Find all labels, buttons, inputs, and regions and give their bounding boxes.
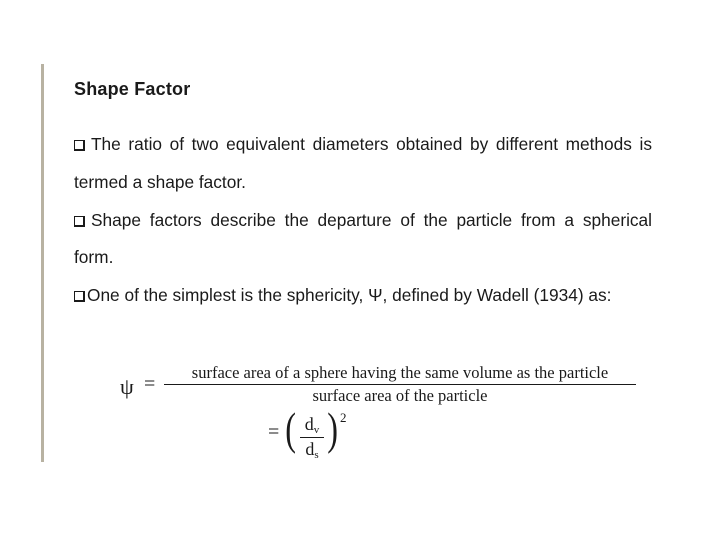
- formula-numerator: surface area of a sphere having the same volume as the particle: [191, 363, 609, 382]
- checkbox-bullet-icon: [74, 291, 85, 302]
- ratio-bar: [300, 437, 324, 438]
- sphericity-formula: [118, 362, 658, 462]
- equals-sign: =: [144, 373, 156, 395]
- subscript-v: v: [313, 424, 320, 436]
- subscript-s: s: [314, 449, 319, 461]
- ratio-numerator: $d_v$: [304, 414, 320, 436]
- equals-sign-2: =: [268, 421, 280, 443]
- exponent: 2: [340, 410, 347, 425]
- open-paren: (: [285, 403, 297, 454]
- bullet-text: Shape factors describe the departure of the particle from a spherical form.: [74, 209, 652, 268]
- bullet-text: The ratio of two equivalent diameters obtained by different methods is termed a shape factor.: [74, 134, 652, 192]
- checkbox-bullet-icon: [74, 216, 85, 227]
- left-accent-rule: [41, 64, 44, 462]
- checkbox-bullet-icon: [74, 140, 85, 151]
- diameter-ratio: [298, 414, 326, 464]
- fraction-bar: [164, 384, 636, 385]
- bullet-list: [74, 126, 652, 315]
- psi-symbol: ψ: [120, 374, 134, 399]
- slide-title: Shape Factor: [74, 79, 191, 99]
- bullet-text: One of the simplest is the sphericity, Ψ, defined by Wadell (1934) as:: [87, 285, 612, 306]
- bullet-item: [74, 277, 652, 315]
- formula-denominator: surface area of the particle: [312, 386, 488, 405]
- bullet-item: [74, 202, 652, 278]
- bullet-item: [74, 126, 652, 202]
- close-paren: ): [327, 403, 339, 454]
- ratio-denominator: $d_s$: [305, 439, 319, 461]
